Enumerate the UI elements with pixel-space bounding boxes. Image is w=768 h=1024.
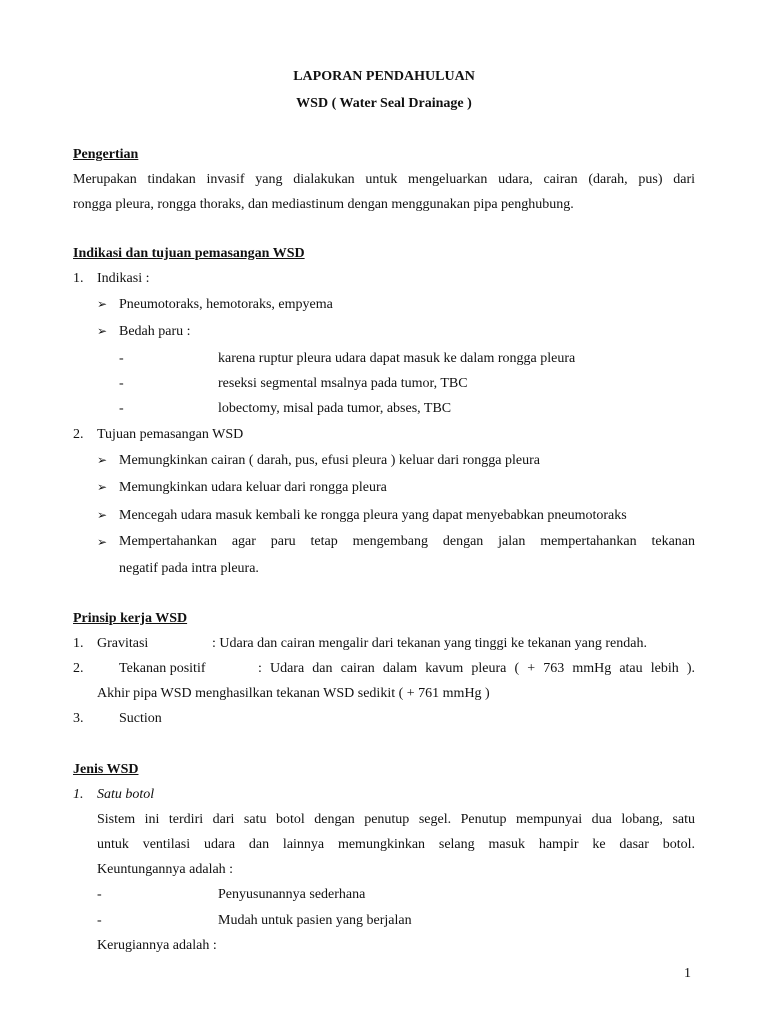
section-heading-pengertian: Pengertian (73, 147, 139, 162)
bullet-text: Pneumotoraks, hemotoraks, empyema (119, 297, 333, 312)
section-heading-indikasi: Indikasi dan tujuan pemasangan WSD (73, 246, 305, 261)
page-number: 1 (684, 966, 691, 981)
jenis-paragraph-line: Sistem ini terdiri dari satu botol dengan penutup segel. Penutup mempunyai dua lobang, satu (97, 812, 695, 827)
sub-item: Penyusunannya sederhana (218, 887, 366, 902)
sub-item: lobectomy, misal pada tumor, abses, TBC (218, 401, 452, 416)
list-number: 2. (73, 661, 84, 676)
arrow-bullet-icon: ➢ (97, 508, 108, 522)
bullet-item (97, 295, 333, 314)
bullet-item (97, 478, 387, 497)
arrow-bullet-icon: ➢ (97, 297, 108, 311)
section-heading-jenis: Jenis WSD (73, 762, 139, 777)
list-number: 1. (73, 271, 84, 286)
arrow-bullet-icon: ➢ (97, 324, 108, 338)
list-item-indikasi: Indikasi : (97, 271, 150, 286)
dash-marker: - (119, 376, 124, 391)
list-number: 3. (73, 711, 84, 726)
bullet-text: Bedah paru : (119, 324, 191, 339)
bullet-text: Mempertahankan agar paru tetap mengembang dengan jalan mempertahankan tekanan (119, 534, 695, 549)
prinsip-label: Gravitasi (97, 636, 149, 651)
pengertian-line-2: rongga pleura, rongga thoraks, dan mediastinum dengan menggunakan pipa penghubung. (73, 197, 574, 212)
section-heading-prinsip: Prinsip kerja WSD (73, 611, 188, 626)
arrow-bullet-icon: ➢ (97, 453, 108, 467)
bullet-text: Memungkinkan udara keluar dari rongga pleura (119, 480, 387, 495)
list-number: 1. (73, 787, 84, 802)
list-item-tujuan: Tujuan pemasangan WSD (97, 427, 244, 442)
jenis-item-label: Satu botol (97, 787, 155, 802)
prinsip-text: : Udara dan cairan mengalir dari tekanan yang tinggi ke tekanan yang rendah. (212, 636, 647, 651)
jenis-paragraph-line: untuk ventilasi udara dan lainnya memungkinkan selang masuk hampir ke dasar botol. (97, 837, 695, 852)
prinsip-text-cont: Akhir pipa WSD menghasilkan tekanan WSD sedikit ( + 761 mmHg ) (97, 686, 490, 701)
bullet-text: Memungkinkan cairan ( darah, pus, efusi pleura ) keluar dari rongga pleura (119, 453, 541, 468)
sub-item: karena ruptur pleura udara dapat masuk ke dalam rongga pleura (218, 351, 576, 366)
sub-item: reseksi segmental msalnya pada tumor, TBC (218, 376, 468, 391)
sub-item: Mudah untuk pasien yang berjalan (218, 913, 412, 928)
dash-marker: - (97, 913, 102, 928)
dash-marker: - (119, 351, 124, 366)
bullet-item (97, 506, 627, 525)
document-subtitle: WSD ( Water Seal Drainage ) (296, 96, 472, 111)
dash-marker: - (97, 887, 102, 902)
bullet-text-cont: negatif pada intra pleura. (119, 561, 259, 576)
list-number: 1. (73, 636, 84, 651)
jenis-paragraph-line: Kerugiannya adalah : (97, 938, 217, 953)
bullet-item (97, 322, 191, 341)
arrow-bullet-icon: ➢ (97, 480, 108, 494)
pengertian-line-1: Merupakan tindakan invasif yang dialakukan untuk mengeluarkan udara, cairan (darah, pus) dari (73, 172, 695, 187)
list-number: 2. (73, 427, 84, 442)
bullet-item (97, 451, 540, 470)
bullet-text: Mencegah udara masuk kembali ke rongga pleura yang dapat menyebabkan pneumotoraks (119, 508, 627, 523)
dash-marker: - (119, 401, 124, 416)
prinsip-text: : Udara dan cairan dalam kavum pleura ( + 763 mmHg atau lebih ). (258, 661, 695, 676)
jenis-paragraph-line: Keuntungannya adalah : (97, 862, 234, 877)
prinsip-label: Tekanan positif (119, 661, 206, 676)
prinsip-label: Suction (119, 711, 162, 726)
document-title: LAPORAN PENDAHULUAN (293, 69, 475, 84)
arrow-bullet-icon: ➢ (97, 535, 108, 549)
